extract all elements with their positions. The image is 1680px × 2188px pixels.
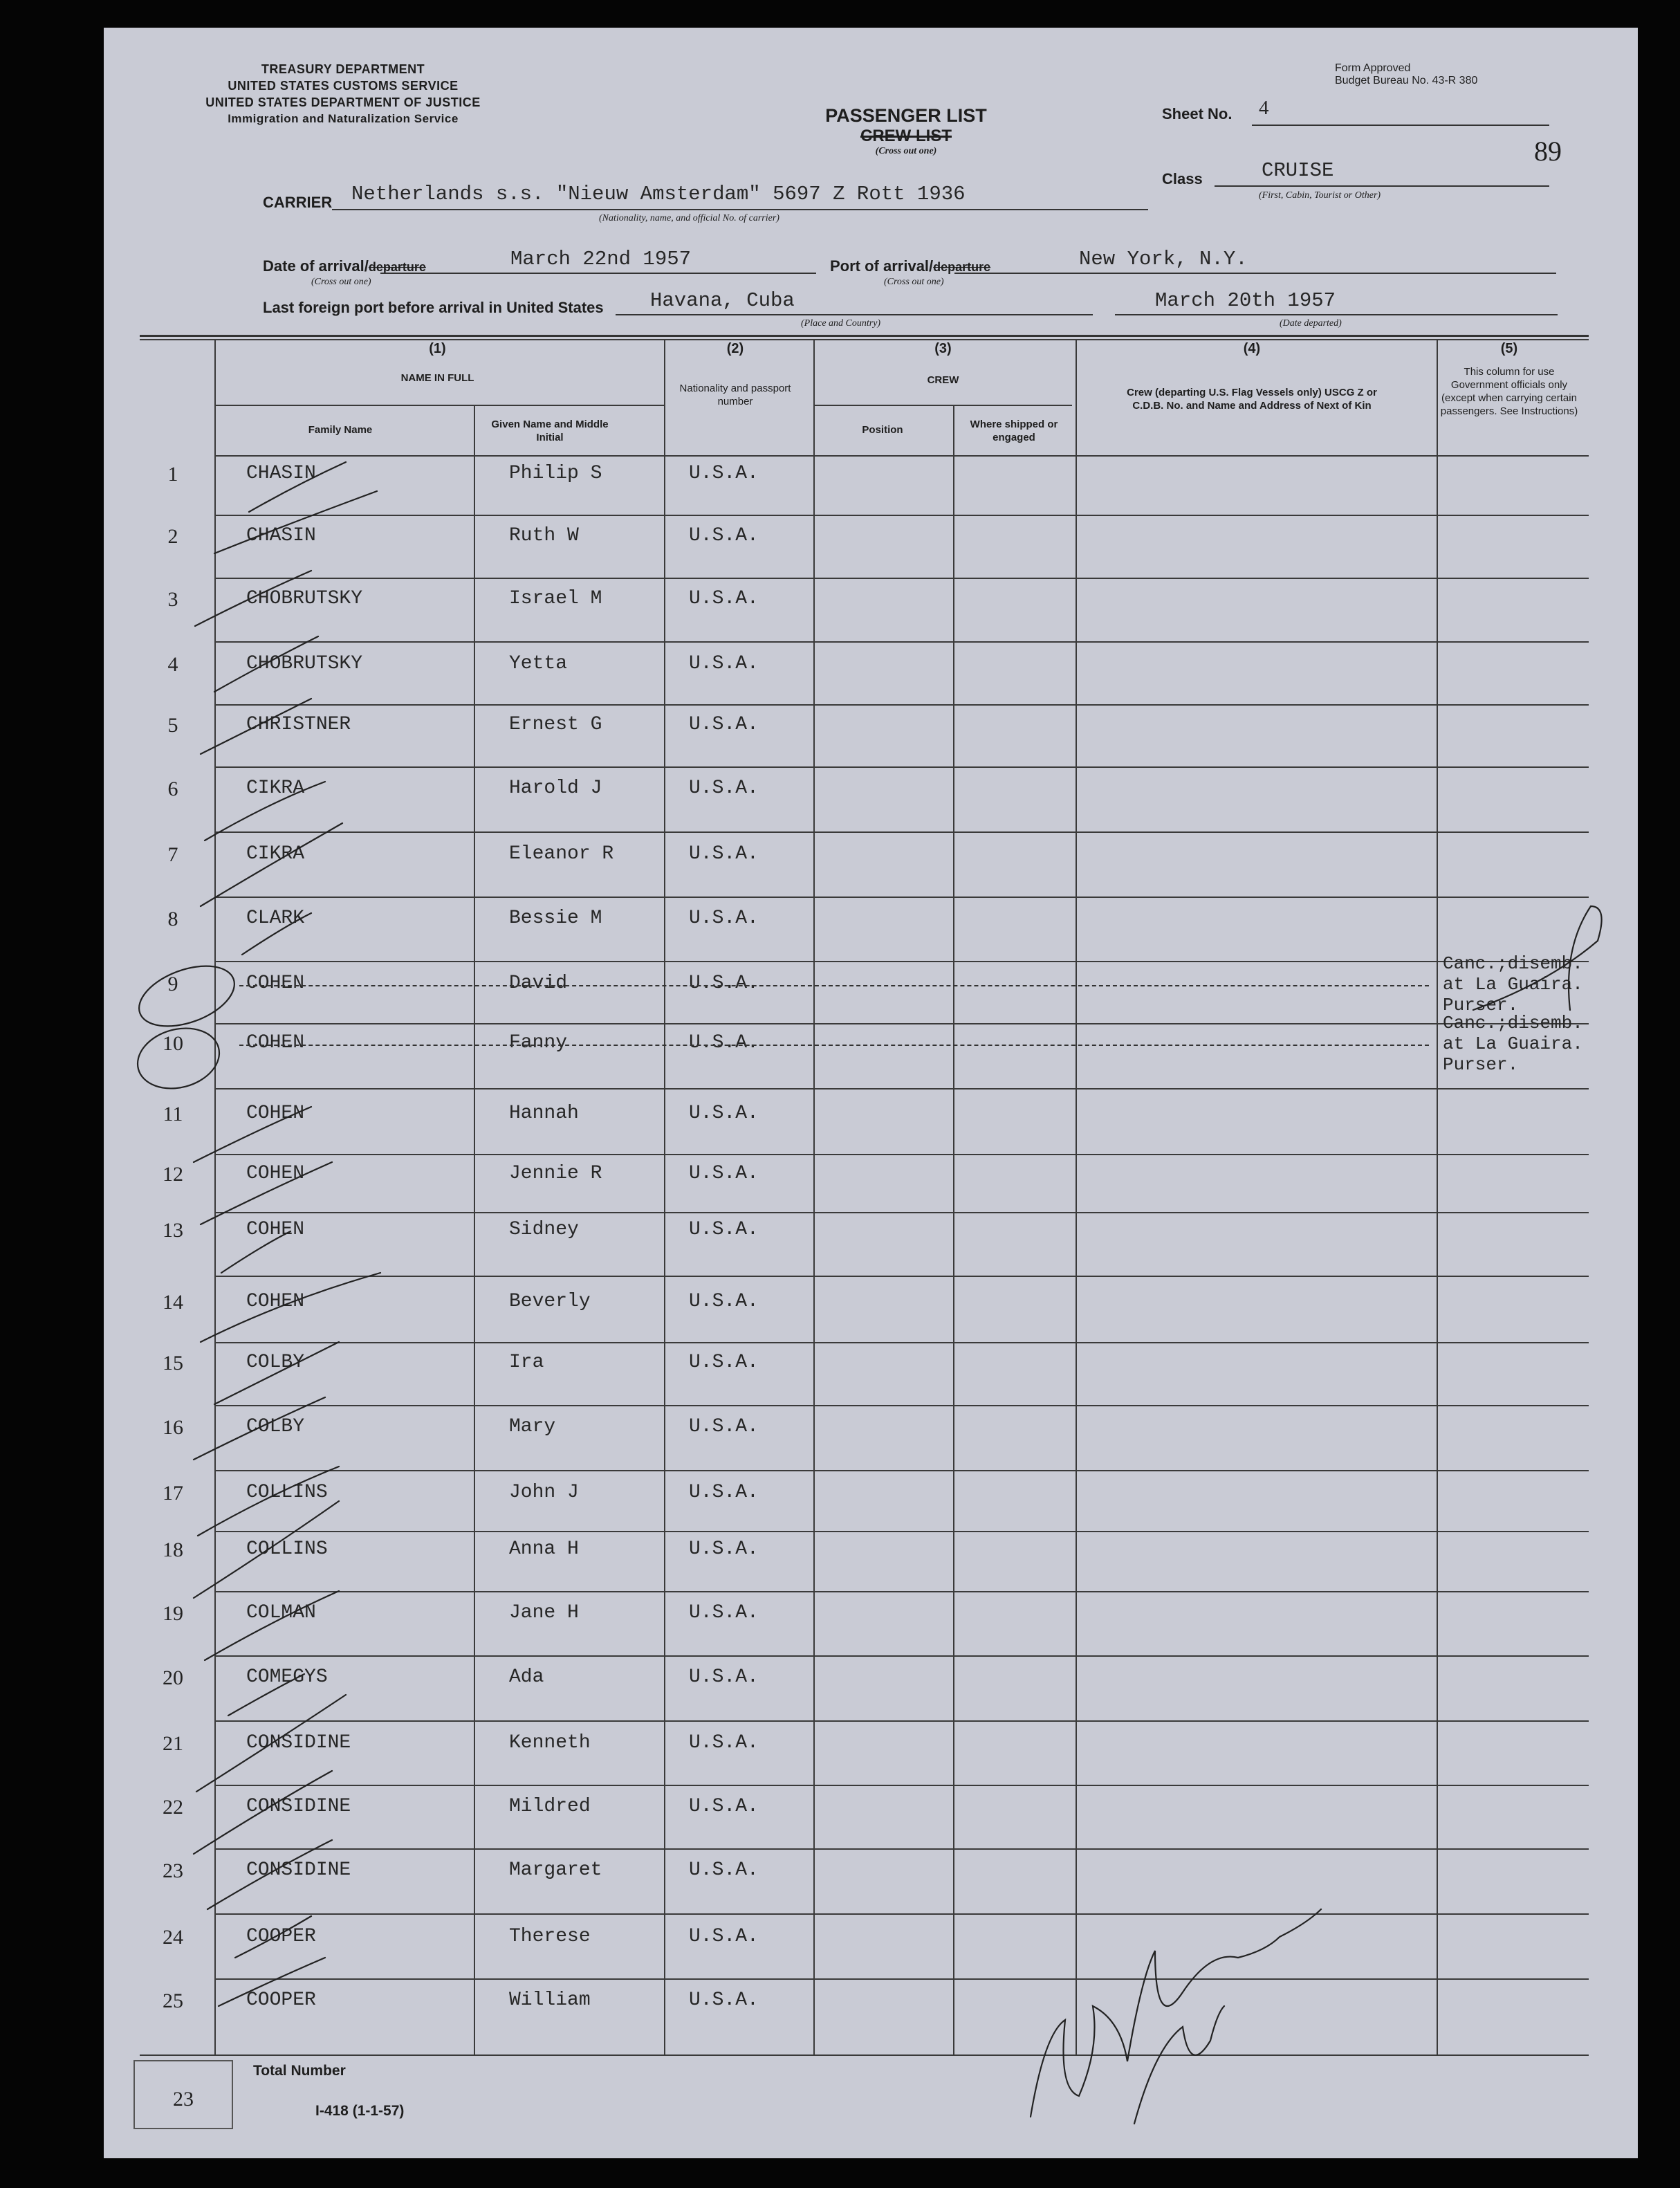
given-name: John J xyxy=(509,1482,579,1503)
given-name: Bessie M xyxy=(509,908,602,929)
row-separator xyxy=(216,641,1589,643)
row-separator xyxy=(216,897,1589,898)
given-name: Mary xyxy=(509,1416,556,1437)
class-hint: (First, Cabin, Tourist or Other) xyxy=(1259,190,1381,201)
given-name: Ada xyxy=(509,1666,544,1688)
row-separator xyxy=(216,1531,1589,1532)
row-number: 4 xyxy=(167,653,178,676)
given-name: Eleanor R xyxy=(509,843,614,865)
port-hint: (Cross out one) xyxy=(884,277,944,287)
row-number: 2 xyxy=(167,525,178,548)
col-crew-note: Crew (departing U.S. Flag Vessels only) USCG Z or C.D.B. No. and Name and Address of Next of Kin xyxy=(1127,387,1377,412)
nationality: U.S.A. xyxy=(689,1163,759,1184)
nationality: U.S.A. xyxy=(689,973,759,994)
col1-title: NAME IN FULL xyxy=(400,372,474,384)
carrier-value: Netherlands s.s. "Nieuw Amsterdam" 5697 Z Rott 1936 xyxy=(351,183,966,205)
col-family-name: Family Name xyxy=(308,424,373,436)
row-number: 12 xyxy=(163,1163,183,1186)
nationality: U.S.A. xyxy=(689,1219,759,1240)
given-name: Sidney xyxy=(509,1219,579,1240)
carrier-hint: (Nationality, name, and official No. of carrier) xyxy=(599,213,779,223)
row-number: 22 xyxy=(163,1796,183,1819)
family-name: COLBY xyxy=(246,1416,305,1437)
arrival-crossed: departure xyxy=(368,260,426,274)
col4-number: (4) xyxy=(1243,341,1261,356)
nationality: U.S.A. xyxy=(689,714,759,735)
given-name: Ira xyxy=(509,1352,544,1373)
family-name: COLLINS xyxy=(246,1482,328,1503)
row-separator xyxy=(216,1342,1589,1343)
row-number: 9 xyxy=(167,973,178,995)
title-cross-note: (Cross out one) xyxy=(875,146,937,156)
given-name: Hannah xyxy=(509,1103,579,1124)
nationality: U.S.A. xyxy=(689,1538,759,1560)
family-name: CONSIDINE xyxy=(246,1732,351,1754)
port-label-text: Port of arrival/ xyxy=(830,257,934,275)
nationality: U.S.A. xyxy=(689,1416,759,1437)
family-name: CLARK xyxy=(246,908,305,929)
family-name: CIKRA xyxy=(246,778,305,799)
nationality: U.S.A. xyxy=(689,1859,759,1881)
row-number: 23 xyxy=(163,1859,183,1882)
nationality: U.S.A. xyxy=(689,1732,759,1754)
row-number: 16 xyxy=(163,1416,183,1439)
col5-number: (5) xyxy=(1500,341,1518,356)
family-name: CONSIDINE xyxy=(246,1796,351,1817)
given-name: Israel M xyxy=(509,588,602,609)
nationality: U.S.A. xyxy=(689,1989,759,2011)
nationality: U.S.A. xyxy=(689,1796,759,1817)
form-number: I-418 (1-1-57) xyxy=(315,2103,405,2119)
col-gov-note: This column for use Government officials only (except when carrying certain passengers. See Instructions) xyxy=(1440,366,1578,417)
sheet-no-label: Sheet No. xyxy=(1162,105,1233,122)
row-number: 19 xyxy=(163,1602,183,1625)
nationality: U.S.A. xyxy=(689,908,759,929)
row-number: 25 xyxy=(163,1989,183,2012)
dept-line-treasury: TREASURY DEPARTMENT xyxy=(261,62,425,76)
given-name: Anna H xyxy=(509,1538,579,1560)
row-separator xyxy=(216,831,1589,833)
arrival-hint: (Cross out one) xyxy=(311,277,371,287)
row-number: 1 xyxy=(167,463,178,486)
nationality: U.S.A. xyxy=(689,525,759,546)
family-name: CHASIN xyxy=(246,463,316,484)
given-name: Therese xyxy=(509,1926,591,1947)
row-number: 15 xyxy=(163,1352,183,1375)
col-crew: CREW xyxy=(927,374,959,386)
given-name: Beverly xyxy=(509,1291,591,1312)
nationality: U.S.A. xyxy=(689,1032,759,1054)
row-number: 7 xyxy=(167,843,178,866)
family-name: COLMAN xyxy=(246,1602,316,1624)
dept-line-customs: UNITED STATES CUSTOMS SERVICE xyxy=(228,79,459,93)
arrival-label-text: Date of arrival/ xyxy=(263,257,369,275)
family-name: COOPER xyxy=(246,1926,316,1947)
departed-hint: (Date departed) xyxy=(1280,318,1342,329)
given-name: Margaret xyxy=(509,1859,602,1881)
last-port-label: Last foreign port before arrival in United States xyxy=(263,299,604,316)
cancel-strike-line xyxy=(239,1045,1429,1046)
nationality: U.S.A. xyxy=(689,588,759,609)
family-name: CHASIN xyxy=(246,525,316,546)
row-number: 21 xyxy=(163,1732,183,1755)
row-separator xyxy=(216,515,1589,516)
given-name: William xyxy=(509,1989,591,2011)
row-number: 14 xyxy=(163,1291,183,1314)
family-name: COHEN xyxy=(246,1219,305,1240)
family-name: COHEN xyxy=(246,973,305,994)
family-name: CONSIDINE xyxy=(246,1859,351,1881)
family-name: COHEN xyxy=(246,1103,305,1124)
title-passenger-list: PASSENGER LIST xyxy=(825,105,987,126)
row-number: 10 xyxy=(163,1032,183,1055)
nationality: U.S.A. xyxy=(689,1352,759,1373)
title-crew-list-crossed: CREW LIST xyxy=(860,127,952,145)
row-separator xyxy=(216,1655,1589,1657)
total-value: 23 xyxy=(173,2088,194,2111)
class-label: Class xyxy=(1162,170,1203,187)
nationality: U.S.A. xyxy=(689,1666,759,1688)
passenger-list-sheet xyxy=(104,28,1638,2158)
family-name: COLLINS xyxy=(246,1538,328,1560)
row-separator xyxy=(216,1591,1589,1592)
row-separator xyxy=(216,1978,1589,1980)
nationality: U.S.A. xyxy=(689,778,759,799)
nationality: U.S.A. xyxy=(689,653,759,674)
row-separator xyxy=(216,578,1589,579)
arrival-value: March 22nd 1957 xyxy=(510,248,692,270)
given-name: Yetta xyxy=(509,653,568,674)
sheet-no-value: 4 xyxy=(1259,97,1269,119)
family-name: COHEN xyxy=(246,1291,305,1312)
row-separator xyxy=(216,1913,1589,1915)
carrier-label: CARRIER xyxy=(263,194,333,211)
given-name: Mildred xyxy=(509,1796,591,1817)
col-given-name: Given Name and Middle Initial xyxy=(491,419,609,443)
family-name: CHOBRUTSKY xyxy=(246,653,363,674)
row-number: 18 xyxy=(163,1538,183,1561)
family-name: CIKRA xyxy=(246,843,305,865)
given-name: Fanny xyxy=(509,1032,568,1054)
departed-value: March 20th 1957 xyxy=(1155,289,1336,312)
row-separator xyxy=(216,1720,1589,1722)
given-name: Harold J xyxy=(509,778,602,799)
port-crossed: departure xyxy=(933,260,991,274)
row-separator xyxy=(216,1212,1589,1213)
nationality: U.S.A. xyxy=(689,843,759,865)
family-name: COHEN xyxy=(246,1163,305,1184)
nationality: U.S.A. xyxy=(689,1482,759,1503)
col-where-shipped: Where shipped or engaged xyxy=(970,419,1058,443)
last-port-hint: (Place and Country) xyxy=(801,318,881,329)
col3-number: (3) xyxy=(934,341,952,356)
row-separator xyxy=(216,1405,1589,1406)
row-number: 13 xyxy=(163,1219,183,1242)
family-name: CHOBRUTSKY xyxy=(246,588,363,609)
col2-number: (2) xyxy=(726,341,744,356)
dept-line-justice: UNITED STATES DEPARTMENT OF JUSTICE xyxy=(205,95,481,109)
row-separator xyxy=(216,1088,1589,1090)
nationality: U.S.A. xyxy=(689,1291,759,1312)
class-value: CRUISE xyxy=(1262,159,1334,182)
row-separator xyxy=(216,961,1589,962)
given-name: Kenneth xyxy=(509,1732,591,1754)
given-name: Ernest G xyxy=(509,714,602,735)
given-name: Jane H xyxy=(509,1602,579,1624)
last-port-value: Havana, Cuba xyxy=(650,289,795,312)
given-name: Jennie R xyxy=(509,1163,602,1184)
given-name: David xyxy=(509,973,568,994)
total-label: Total Number xyxy=(253,2063,346,2079)
row-number: 24 xyxy=(163,1926,183,1949)
nationality: U.S.A. xyxy=(689,1602,759,1624)
row-separator xyxy=(216,1470,1589,1471)
row-separator xyxy=(216,1785,1589,1786)
cancel-remark: Canc.;disemb. at La Guaira. Purser. xyxy=(1443,1013,1583,1075)
given-name: Philip S xyxy=(509,463,602,484)
page-stamp: 89 xyxy=(1534,136,1562,167)
form-approved-label: Form Approved xyxy=(1335,62,1411,74)
dept-line-ins: Immigration and Naturalization Service xyxy=(228,112,459,125)
cancel-strike-line xyxy=(239,985,1429,986)
department-header xyxy=(163,61,523,127)
row-number: 6 xyxy=(167,778,178,800)
budget-bureau-no: Budget Bureau No. 43-R 380 xyxy=(1335,75,1478,86)
row-separator xyxy=(216,1848,1589,1850)
family-name: COOPER xyxy=(246,1989,316,2011)
family-name: COMEGYS xyxy=(246,1666,328,1688)
row-number: 5 xyxy=(167,714,178,737)
row-separator xyxy=(216,704,1589,706)
row-number: 11 xyxy=(163,1103,183,1125)
row-separator xyxy=(216,1023,1589,1024)
col1-number: (1) xyxy=(429,341,446,356)
family-name: COHEN xyxy=(246,1032,305,1054)
row-separator xyxy=(216,1276,1589,1277)
row-number: 20 xyxy=(163,1666,183,1689)
row-number: 3 xyxy=(167,588,178,611)
nationality: U.S.A. xyxy=(689,1103,759,1124)
given-name: Ruth W xyxy=(509,525,579,546)
port-value: New York, N.Y. xyxy=(1079,248,1248,270)
row-number: 17 xyxy=(163,1482,183,1505)
row-separator xyxy=(216,1154,1589,1155)
col-nationality: Nationality and passport number xyxy=(679,383,791,407)
nationality: U.S.A. xyxy=(689,463,759,484)
total-box xyxy=(133,2060,233,2129)
col-position: Position xyxy=(862,424,903,436)
family-name: COLBY xyxy=(246,1352,305,1373)
family-name: CHRISTNER xyxy=(246,714,351,735)
cancel-remark: Canc.;disemb. at La Guaira. Purser. xyxy=(1443,953,1583,1015)
nationality: U.S.A. xyxy=(689,1926,759,1947)
row-number: 8 xyxy=(167,908,178,930)
form-approved xyxy=(1335,62,1477,87)
row-separator xyxy=(216,766,1589,768)
form-title xyxy=(768,105,1044,157)
